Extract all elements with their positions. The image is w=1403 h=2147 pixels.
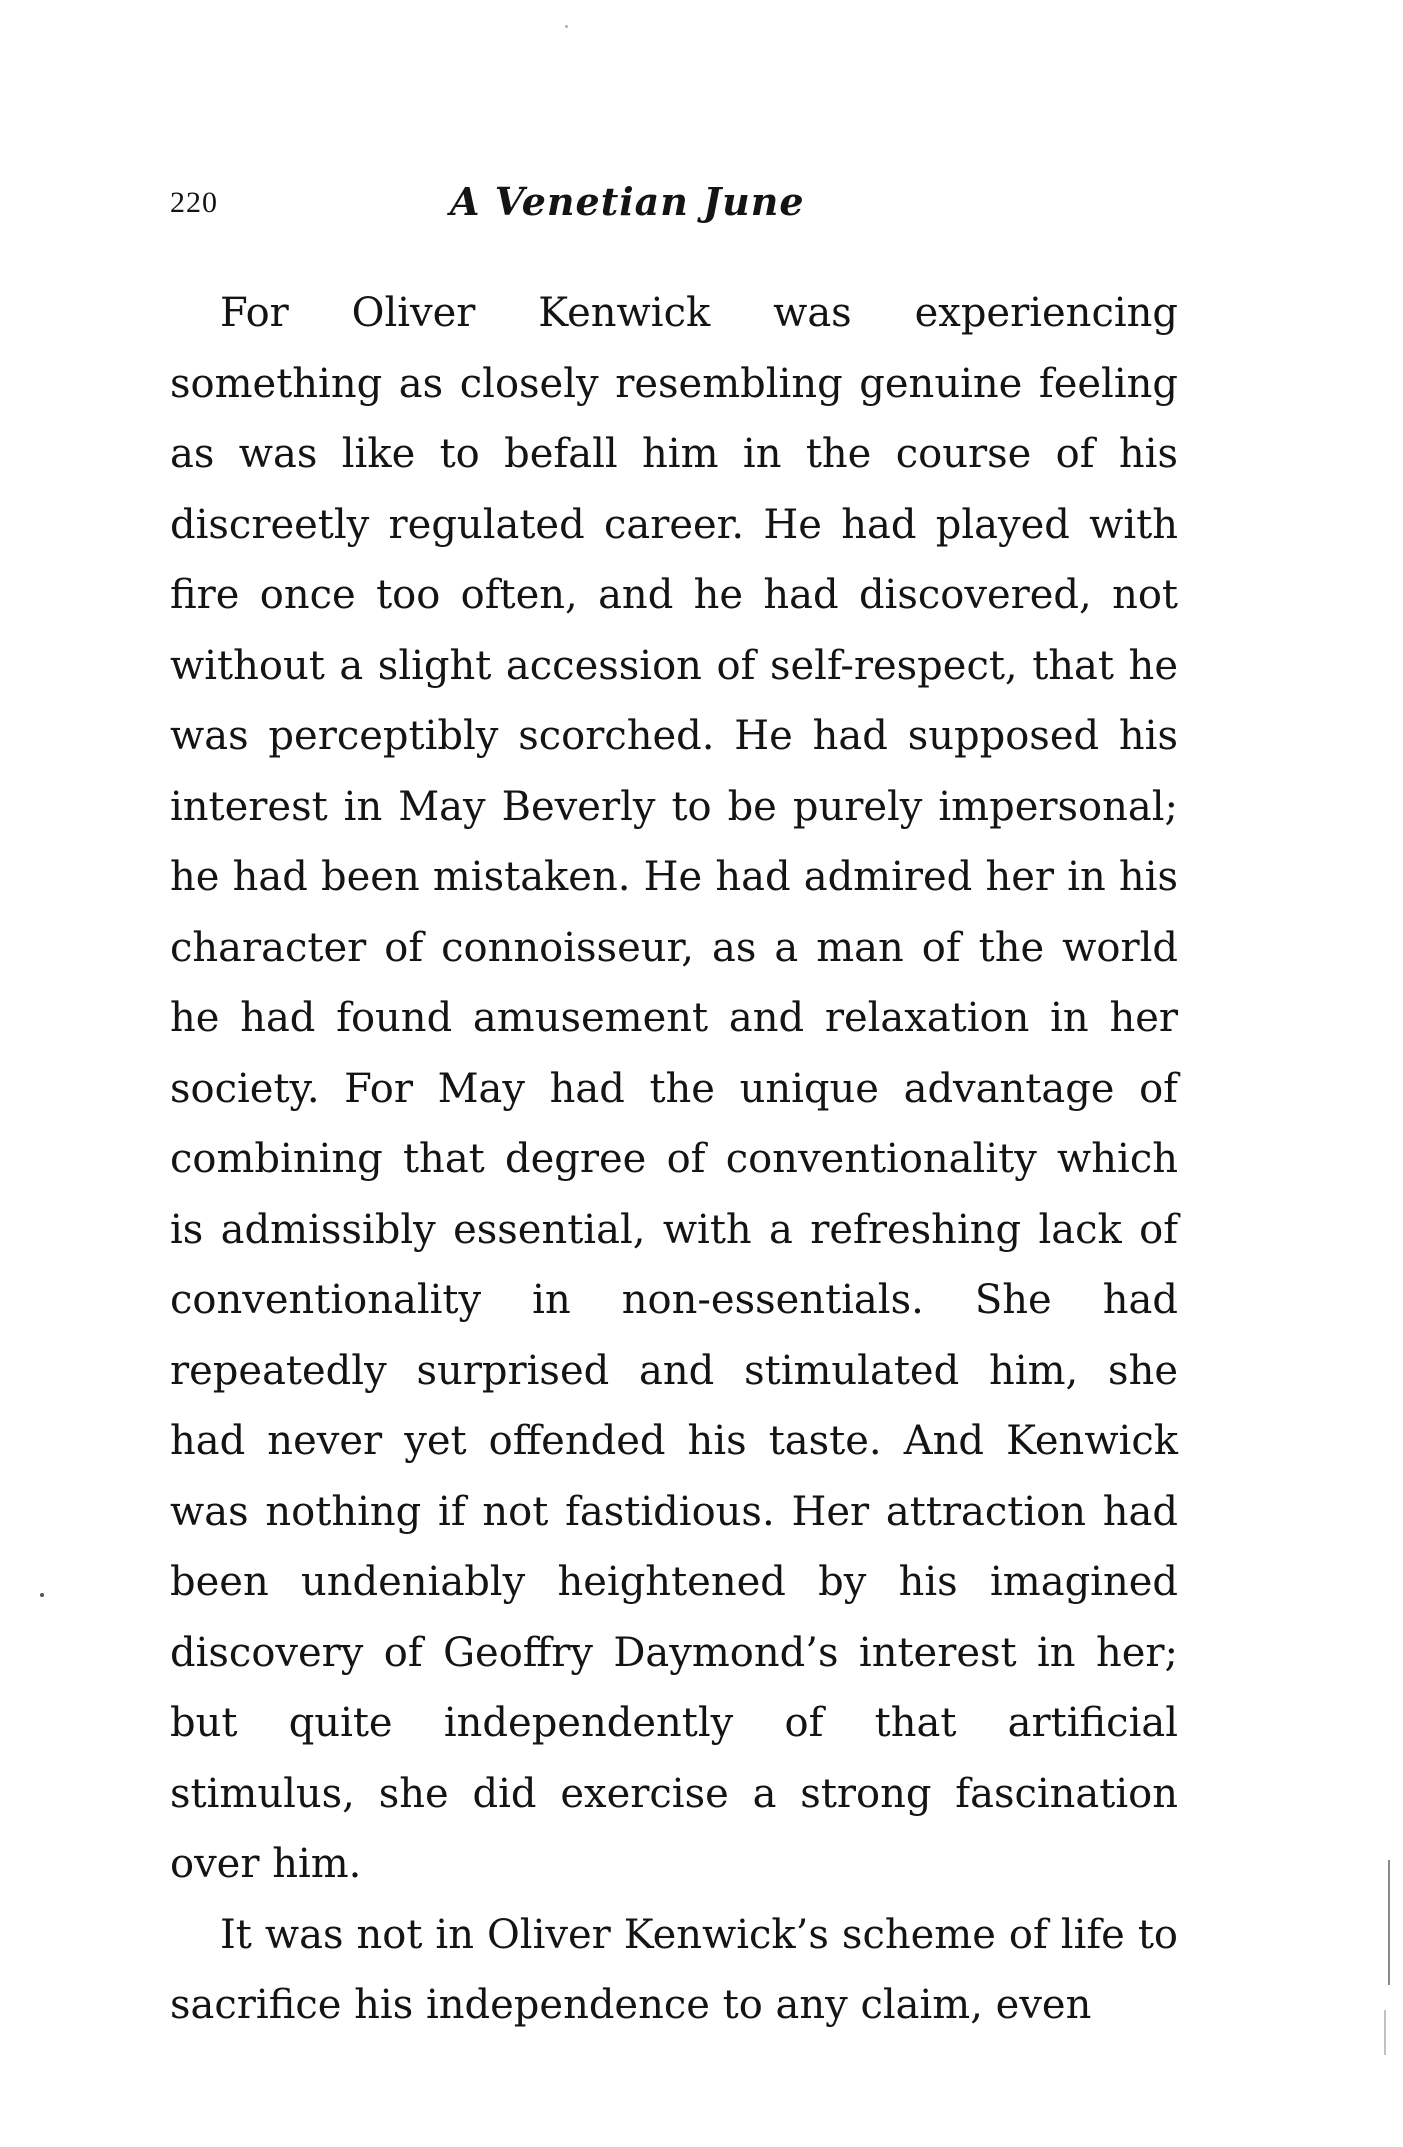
scan-edge-mark — [1388, 1860, 1390, 1985]
paragraph: For Oliver Kenwick was experiencing something as closely resembling genuine feeling as was like to befall him in the course of his discreetly regulated career. He had played with fire once too often, and he had discovered, not without a slight accession of self-respect, that he was perceptibly scorched. He had supposed his interest in May Beverly to be purely impersonal; he had been mistaken. He had admired her in his character of connoisseur, as a man of the world he had found amusement and relaxation in her society. For May had the unique advantage of combining that degree of conventionality which is admissibly essential, with a refreshing lack of conventionality in non-essentials. She had repeatedly surprised and stimulated him, she had never yet offended his taste. And Kenwick was nothing if not fastidious. Her attraction had been undeniably heightened by his imagined discovery of Geoffry Daymond’s interest in her; but quite independently of that artificial stimulus, she did exercise a strong fascination over him. — [170, 290, 1178, 1887]
scan-speck — [40, 1593, 44, 1597]
paragraph: It was not in Oliver Kenwick’s scheme of life to sacrifice his independence to any claim, even — [170, 1911, 1178, 2028]
scan-edge-mark — [1384, 2010, 1386, 2055]
body-text — [170, 278, 1178, 2041]
scan-speck — [565, 25, 568, 28]
page-number: 220 — [170, 186, 218, 219]
running-title: A Venetian June — [450, 179, 805, 224]
